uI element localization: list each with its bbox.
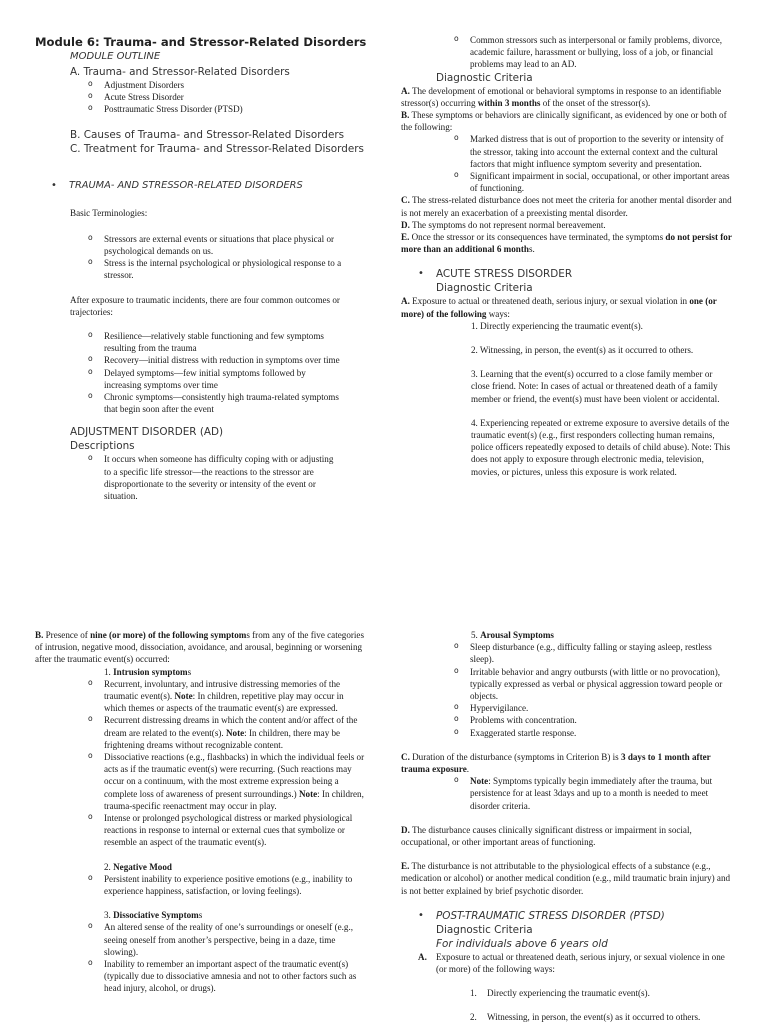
- outline-item: o Adjustment Disorders: [88, 79, 370, 91]
- ad-desc-item: o It occurs when someone has difficulty coping with or adjusting to a specific life stressor—the reactions to the stressor are disproportionate to the severity or intensity of the event or situation.: [88, 453, 338, 502]
- asd-heading: • ACUTE STRESS DISORDER: [418, 267, 733, 281]
- asd-criterion-c: C. Duration of the disturbance (symptoms in Criterion B) is 3 days to 1 month after trauma exposure.: [401, 751, 711, 775]
- ptsd-a-item: 2. Witnessing, in person, the event(s) as it occurred to others.: [470, 1012, 701, 1023]
- ad-criterion-b: B. These symptoms or behaviors are clinically significant, as evidenced by one or both of the following:: [401, 110, 727, 133]
- outline-a: A. Trauma- and Stressor-Related Disorders: [70, 65, 290, 78]
- outcomes-intro: After exposure to traumatic incidents, there are four common outcomes or trajectories:: [70, 294, 340, 317]
- outline-c: C. Treatment for Trauma- and Stressor-Related Disorders: [70, 143, 364, 156]
- asd-criterion-a-items: [471, 320, 733, 478]
- term-item: o Stress is the internal psychological or physiological response to a stressor.: [88, 257, 353, 281]
- outcomes-list: [88, 330, 343, 415]
- dissociative-item: o An altered sense of the reality of one’s surroundings or oneself (e.g., seeing oneself from another’s perspective, being in a daze, time slowing).: [88, 921, 365, 958]
- asd-a-item: 1. Directly experiencing the traumatic event(s).: [471, 320, 643, 331]
- ad-desc-label: Descriptions: [70, 440, 135, 453]
- category-5-list: [454, 641, 736, 739]
- category-1-heading: 1. Intrusion symptoms: [104, 666, 192, 677]
- intrusion-item: o Recurrent, involuntary, and intrusive distressing memories of the traumatic event(s). Note: In children, repetitive play may occur in which themes or aspects of the traumatic event(s) are expressed.: [88, 678, 365, 715]
- outcome-item: o Delayed symptoms—few initial symptoms followed by increasing symptoms over time: [88, 367, 343, 391]
- ad-criterion-b-list: [454, 133, 733, 194]
- ptsd-heading: • POST-TRAUMATIC STRESS DISORDER (PTSD): [418, 909, 736, 923]
- ad-heading: ADJUSTMENT DISORDER (AD): [70, 426, 224, 439]
- bottom-left-column: [35, 629, 365, 995]
- ad-criterion-b-item: o Marked distress that is out of proportion to the severity or intensity of the stressor, taking into account the external context and the cultural factors that might influence symptom severity and presentation.: [454, 133, 733, 170]
- ad-criterion-a: A. The development of emotional or behavioral symptoms in response to an identifiable stressor(s) occurring within 3 months of the onset of the stressor(s).: [401, 85, 722, 108]
- ad-criterion-e: E. Once the stressor or its consequences have terminated, the symptoms do not persist for more than an additional 6 months.: [401, 232, 732, 255]
- ptsd-criterion-a: A. Exposure to actual or threatened death, serious injury, or sexual violence in one (or more) of the following ways:: [418, 951, 725, 975]
- asd-criterion-c-list: [454, 775, 736, 812]
- outcome-item: o Chronic symptoms—consistently high trauma-related symptoms that begin soon after the event: [88, 391, 343, 415]
- category-5-heading: 5. Arousal Symptoms: [471, 630, 554, 640]
- intrusion-item: o Recurrent distressing dreams in which the content and/or affect of the dream are related to the event(s). Note: In children, there may be frightening dreams without recognizable content.: [88, 714, 365, 751]
- intrusion-item: o Intense or prolonged psychological distress or marked physiological reactions in response to internal or external cues that symbolize or resemble an aspect of the traumatic event(s).: [88, 812, 365, 849]
- ptsd-subheading: For individuals above 6 years old: [436, 937, 608, 950]
- term-item: o Stressors are external events or situations that place physical or psychological demands on us.: [88, 233, 353, 257]
- outcome-item: o Resilience—relatively stable functioning and few symptoms resulting from the trauma: [88, 330, 343, 354]
- outline-b: B. Causes of Trauma- and Stressor-Related Disorders: [70, 128, 345, 141]
- arousal-item: o Irritable behavior and angry outbursts (with little or no provocation), typically expressed as verbal or physical aggression toward people or objects.: [454, 666, 736, 703]
- arousal-item: o Hypervigilance.: [454, 702, 736, 714]
- basic-terms-label: Basic Terminologies:: [70, 207, 148, 218]
- ad-desc-list: [88, 453, 338, 502]
- ad-criterion-d: D. The symptoms do not represent normal bereavement.: [401, 219, 606, 230]
- module-title: Module 6: Trauma- and Stressor-Related Disorders: [35, 35, 367, 49]
- category-2-heading: 2. Negative Mood: [104, 861, 172, 872]
- ad-criterion-c: C. The stress-related disturbance does not meet the criteria for another mental disorder and is not merely an exacerbation of a preexisting mental disorder.: [401, 195, 732, 218]
- bottom-right-column: [401, 629, 736, 1024]
- category-2-list: [88, 873, 365, 897]
- outcome-item: o Recovery—initial distress with reduction in symptoms over time: [88, 354, 343, 366]
- outline-label: MODULE OUTLINE: [70, 51, 161, 62]
- asd-heading-list: [418, 267, 733, 281]
- outline-item: o Acute Stress Disorder: [88, 91, 370, 103]
- category-1-list: [88, 678, 365, 849]
- top-right-column: [401, 34, 733, 478]
- arousal-item: o Problems with concentration.: [454, 714, 736, 726]
- ad-common-item: o Common stressors such as interpersonal or family problems, divorce, academic failure, harassment or bullying, loss of a job, or financial problems may lead to an AD.: [454, 34, 733, 71]
- ptsd-diag-label: Diagnostic Criteria: [436, 923, 533, 936]
- asd-criterion-e: E. The disturbance is not attributable to the physiological effects of a substance (e.g., medication or alcohol) or another medical condition (e.g., mild traumatic brain injury) and is not better explained by brief psychotic disorder.: [401, 861, 731, 896]
- ptsd-a-item: 1. Directly experiencing the traumatic event(s).: [470, 988, 650, 999]
- asd-a-item: 4. Experiencing repeated or extreme exposure to aversive details of the traumatic event(s) (e.g., first responders collecting human remains, police officers repeatedly exposed to details of child abuse). Note: This does not apply to exposure through electronic media, television, movies, or pictures, unless this exposure is work related.: [471, 417, 731, 477]
- basic-terms-list: [88, 233, 353, 282]
- asd-a-item: 2. Witnessing, in person, the event(s) as it occurred to others.: [471, 345, 694, 356]
- category-3-heading: 3. Dissociative Symptoms: [104, 910, 203, 921]
- asd-criterion-b: B. Presence of nine (or more) of the following symptoms from any of the five categories of intrusion, negative mood, dissociation, avoidance, and arousal, beginning or worsening after the traumatic event(s) occurred:: [35, 630, 364, 665]
- ad-diag-label: Diagnostic Criteria: [436, 71, 533, 84]
- ad-criterion-b-item: o Significant impairment in social, occupational, or other important areas of functioning.: [454, 170, 733, 194]
- asd-c-note: o Note: Symptoms typically begin immediately after the trauma, but persistence for at least 3days and up to a month is needed to meet disorder criteria.: [454, 775, 736, 812]
- arousal-item: o Exaggerated startle response.: [454, 727, 736, 739]
- intrusion-item: o Dissociative reactions (e.g., flashbacks) in which the individual feels or acts as if the traumatic event(s) were recurring. (Such reactions may occur on a continuum, with the most extreme expression being a complete loss of awareness of present surroundings.) Note: In children, trauma-specific reenactment may occur in play.: [88, 751, 365, 812]
- section-heading-trauma: • TRAUMA- AND STRESSOR-RELATED DISORDERS: [51, 179, 370, 193]
- category-3-list: [88, 921, 365, 994]
- outline-a-list: [88, 79, 370, 116]
- arousal-item: o Sleep disturbance (e.g., difficulty falling or staying asleep, restless sleep).: [454, 641, 736, 665]
- asd-criterion-a: A. Exposure to actual or threatened death, serious injury, or sexual violation in one (or more) of the following ways:: [401, 296, 717, 319]
- outline-item: o Posttraumatic Stress Disorder (PTSD): [88, 103, 370, 115]
- asd-criterion-d: D. The disturbance causes clinically significant distress or impairment in social, occupational, or other important areas of functioning.: [401, 824, 692, 848]
- dissociative-item: o Inability to remember an important aspect of the traumatic event(s) (typically due to dissociative amnesia and not to other factors such as head injury, alcohol, or drugs).: [88, 958, 365, 995]
- asd-a-item: 3. Learning that the event(s) occurred to a close family member or close friend. Note: In cases of actual or threatened death of a family member or friend, the event(s) must have been violent or accidental.: [471, 369, 720, 404]
- negative-mood-item: o Persistent inability to experience positive emotions (e.g., inability to experience happiness, satisfaction, or loving feelings).: [88, 873, 365, 897]
- top-left-column: [35, 35, 370, 502]
- ad-common-list: [454, 34, 733, 71]
- asd-diag-label: Diagnostic Criteria: [436, 282, 533, 295]
- section-list: [51, 179, 370, 193]
- ptsd-heading-list: [418, 909, 736, 923]
